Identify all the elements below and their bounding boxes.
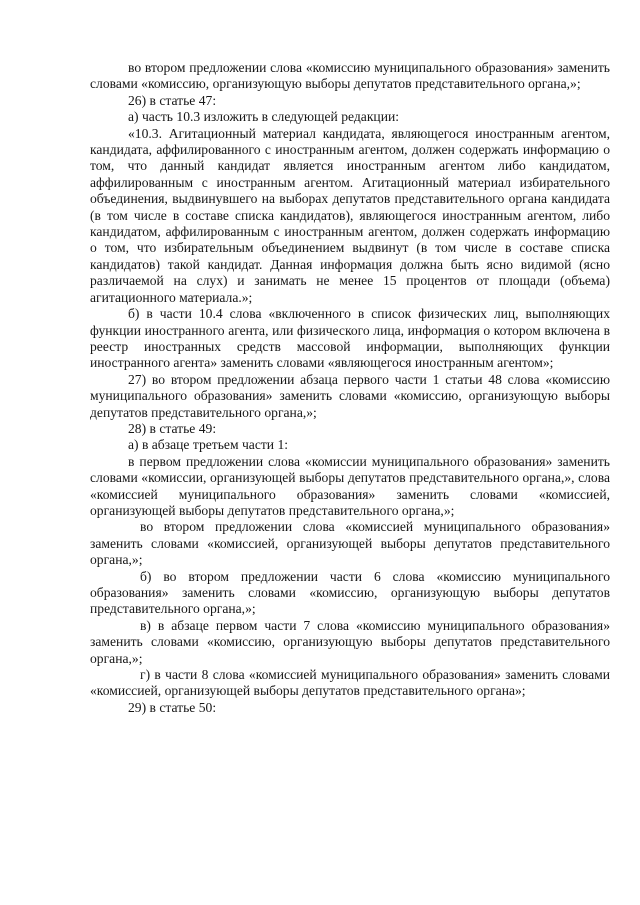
paragraph-7: а) в абзаце третьем части 1:	[128, 437, 289, 453]
paragraph-9: во втором предложении слова «комиссией муниципального образования» заменить словами «комиссией, организующей выборы депутатов представительного органа,»;	[90, 519, 610, 568]
paragraph-4: б) в части 10.4 слова «включенного в список физических лиц, выполняющих функции иностранного агента, или физического лица, информация о котором включена в реестр иностранных средств массовой информации, выполняющих функции иностранного агента» заменить словами «являющегося иностранным агентом»;	[90, 306, 610, 371]
paragraph-0: во втором предложении слова «комиссию муниципального образования» заменить словами «комиссию, организующую выборы депутатов представительного органа,»;	[90, 60, 610, 92]
paragraph-10: б) во втором предложении части 6 слова «комиссию муниципального образования» заменить словами «комиссию, организующую выборы депутатов представительного органа,»;	[90, 568, 610, 617]
paragraph-5: 27) во втором предложении абзаца первого части 1 статьи 48 слова «комиссию муниципального образования» заменить словами «комиссию, организующую выборы депутатов представительного органа,»;	[90, 371, 610, 420]
paragraph-6: 28) в статье 49:	[128, 420, 217, 436]
paragraph-12: г) в части 8 слова «комиссией муниципального образования» заменить словами «комиссией, организующей выборы депутатов представительного органа»;	[90, 667, 610, 699]
paragraph-2: а) часть 10.3 изложить в следующей редакции:	[128, 109, 400, 125]
document-page	[90, 60, 610, 716]
paragraph-11: в) в абзаце первом части 7 слова «комиссию муниципального образования» заменить словами «комиссию, организующую выборы депутатов представительного органа,»;	[90, 617, 610, 666]
paragraph-13: 29) в статье 50:	[128, 699, 217, 715]
paragraph-8: в первом предложении слова «комиссии муниципального образования» заменить словами «комиссии, организующей выборы депутатов представительного органа,», слова «комиссией муниципального образования» заменить словами «комиссией, организующей выборы депутатов представительного органа,»;	[90, 453, 610, 518]
paragraph-1: 26) в статье 47:	[128, 92, 217, 108]
paragraph-3: «10.3. Агитационный материал кандидата, являющегося иностранным агентом, кандидата, аффилированного с иностранным агентом, должен содержать информацию о том, что данный кандидат является иностранным агентом либо кандидатом, аффилированным с иностранным агентом. Агитационный материал избирательного объединения, выдвинувшего на выборах депутатов представительного органа кандидата (в том числе в составе списка кандидатов), являющегося иностранным агентом, либо кандидатом, аффилированным с иностранным агентом, должен содержать информацию о том, что избирательным объединением выдвинут (в том числе в составе списка кандидатов) такой кандидат. Данная информация должна быть ясно видимой (ясно различаемой на слух) и занимать не менее 15 процентов от площади (объема) агитационного материала.»;	[90, 125, 610, 305]
